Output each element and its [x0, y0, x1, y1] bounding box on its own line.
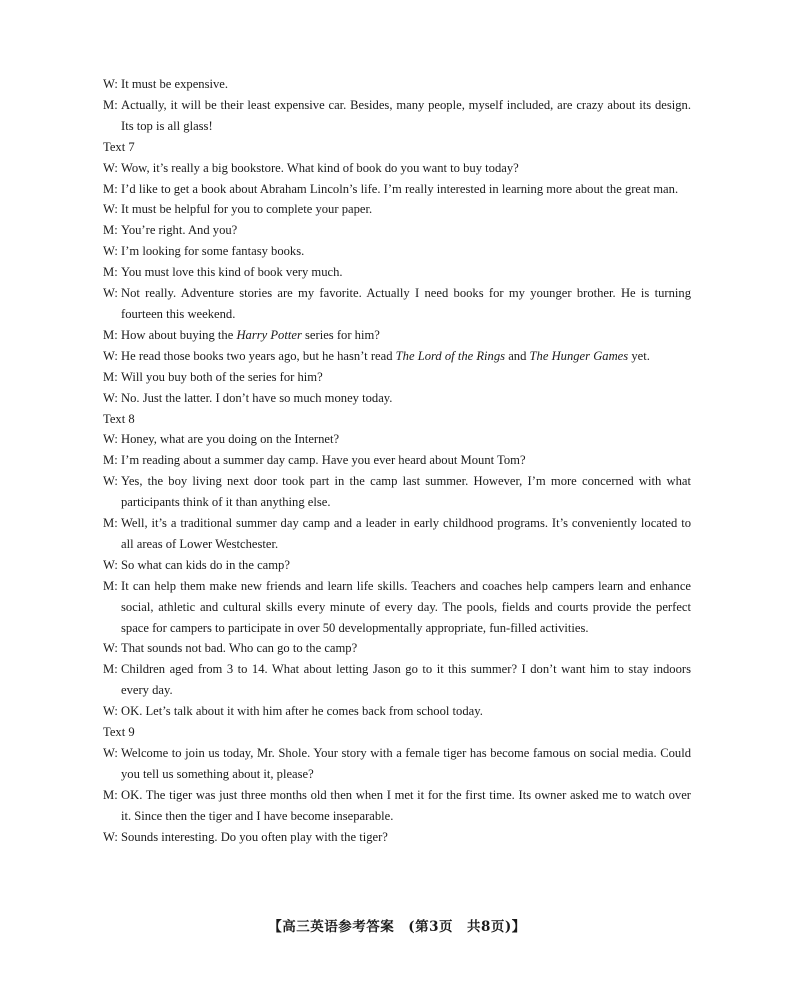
section-heading: Text 7	[103, 139, 135, 154]
dialogue-line	[103, 74, 691, 95]
dialogue-line	[103, 429, 691, 450]
page-footer: 【高三英语参考答案 (第3页 共8页)】	[268, 919, 526, 935]
dialogue-line	[103, 220, 691, 241]
utterance-text: Will you buy both of the series for him?	[121, 369, 323, 384]
utterance-text: I’d like to get a book about Abraham Lincoln’s life. I’m really interested in learning more about the great man.	[121, 181, 679, 196]
speaker-label: M:	[103, 662, 118, 677]
utterance-text: Honey, what are you doing on the Internet?	[121, 432, 340, 447]
dialogue-line	[103, 576, 691, 639]
utterance-text	[121, 328, 380, 342]
utterance-text: It must be helpful for you to complete your paper.	[121, 202, 373, 217]
speaker-label: M:	[103, 223, 118, 238]
speaker-label: M:	[103, 97, 118, 112]
utterance-text: Welcome to join us today, Mr. Shole. Your story with a female tiger has become famous on social media. Could you tell us something about it, please?	[121, 746, 691, 781]
dialogue-line	[103, 785, 691, 827]
title-text: The Lord of the Rings	[395, 348, 506, 363]
utterance-text: Wow, it’s really a big bookstore. What kind of book do you want to buy today?	[121, 160, 519, 175]
dialogue-line	[103, 325, 691, 346]
text-run: How about buying the	[121, 327, 237, 342]
utterance-text: OK. The tiger was just three months old then when I met it for the first time. Its owner asked me to watch over it. Since then the tiger and I have become inseparable.	[121, 787, 691, 823]
speaker-label: M:	[103, 578, 118, 593]
utterance-text: You’re right. And you?	[121, 223, 238, 238]
speaker-label: W:	[103, 160, 118, 175]
utterance-text: That sounds not bad. Who can go to the camp?	[121, 641, 358, 656]
dialogue-line	[103, 95, 691, 137]
dialogue-line	[103, 283, 691, 325]
speaker-label: W:	[103, 77, 118, 91]
dialogue-line	[103, 555, 691, 576]
dialogue-line	[103, 346, 691, 367]
speaker-label: M:	[103, 787, 118, 802]
dialogue-line	[103, 199, 691, 220]
utterance-text: So what can kids do in the camp?	[121, 557, 290, 572]
dialogue-line	[103, 388, 691, 409]
utterance-text: It must be expensive.	[121, 77, 229, 91]
speaker-label: M:	[103, 327, 118, 342]
dialogue-line	[103, 827, 691, 848]
speaker-label: W:	[103, 641, 118, 656]
text-run: and	[505, 348, 530, 363]
dialogue-line	[103, 743, 691, 785]
utterance-text: Actually, it will be their least expensive car. Besides, many people, myself included, are crazy about its design. Its top is all glass!	[121, 97, 691, 133]
utterance-text: You must love this kind of book very much.	[121, 265, 343, 280]
speaker-label: W:	[103, 348, 118, 363]
dialogue-line	[103, 513, 691, 555]
dialogue-line	[103, 638, 691, 659]
dialogue-line	[103, 450, 691, 471]
title-text: The Hunger Games	[529, 348, 629, 363]
dialogue-line	[103, 241, 691, 262]
utterance-text: Well, it’s a traditional summer day camp and a leader in early childhood programs. It’s conveniently located to all areas of Lower Westchester.	[121, 516, 691, 551]
speaker-label: M:	[103, 181, 118, 196]
utterance-text: Not really. Adventure stories are my favorite. Actually I need books for my younger brother. He is turning fourteen this weekend.	[121, 286, 691, 321]
dialogue-line	[103, 701, 691, 722]
dialogue-line	[103, 158, 691, 179]
transcript-body	[103, 74, 691, 848]
text-run: He read those books two years ago, but he hasn’t read	[121, 348, 396, 363]
speaker-label: W:	[103, 829, 118, 844]
speaker-label: M:	[103, 369, 118, 384]
utterance-text: Children aged from 3 to 14. What about letting Jason go to it this summer? I don’t want him to stay indoors every day.	[121, 662, 691, 698]
speaker-label: W:	[103, 557, 118, 572]
utterance-text: Yes, the boy living next door took part in the camp last summer. However, I’m more concerned with what participants think of it than anything else.	[121, 474, 691, 510]
speaker-label: M:	[103, 265, 118, 280]
dialogue-line	[103, 471, 691, 513]
utterance-text: Sounds interesting. Do you often play with the tiger?	[121, 829, 388, 844]
title-text: Harry Potter	[236, 327, 302, 342]
speaker-label: W:	[103, 390, 118, 405]
speaker-label: W:	[103, 746, 118, 760]
utterance-text: It can help them make new friends and learn life skills. Teachers and coaches help campers learn and enhance social, athletic and cultural skills every minute of every day. The pools, fields and courts provide the perfect space for campers to participate in over 50 developmentally appropriate, fun-filled activities.	[121, 578, 691, 635]
speaker-label: M:	[103, 516, 118, 531]
section-heading: Text 8	[103, 411, 135, 426]
dialogue-line	[103, 659, 691, 701]
utterance-text	[121, 349, 650, 363]
speaker-label: W:	[103, 244, 118, 259]
utterance-text: I’m reading about a summer day camp. Have you ever heard about Mount Tom?	[121, 453, 526, 468]
speaker-label: W:	[103, 432, 118, 447]
dialogue-line	[103, 179, 691, 200]
speaker-label: W:	[103, 474, 118, 489]
speaker-label: W:	[103, 286, 118, 301]
utterance-text: OK. Let’s talk about it with him after he comes back from school today.	[121, 704, 483, 719]
speaker-label: M:	[103, 453, 118, 468]
dialogue-line	[103, 262, 691, 283]
speaker-label: W:	[103, 704, 118, 719]
text-run: series for him?	[301, 327, 380, 342]
speaker-label: W:	[103, 202, 118, 217]
utterance-text: No. Just the latter. I don’t have so much money today.	[121, 390, 393, 405]
utterance-text: I’m looking for some fantasy books.	[121, 244, 305, 259]
section-heading: Text 9	[103, 725, 135, 740]
dialogue-line	[103, 367, 691, 388]
text-run: yet.	[628, 348, 650, 363]
